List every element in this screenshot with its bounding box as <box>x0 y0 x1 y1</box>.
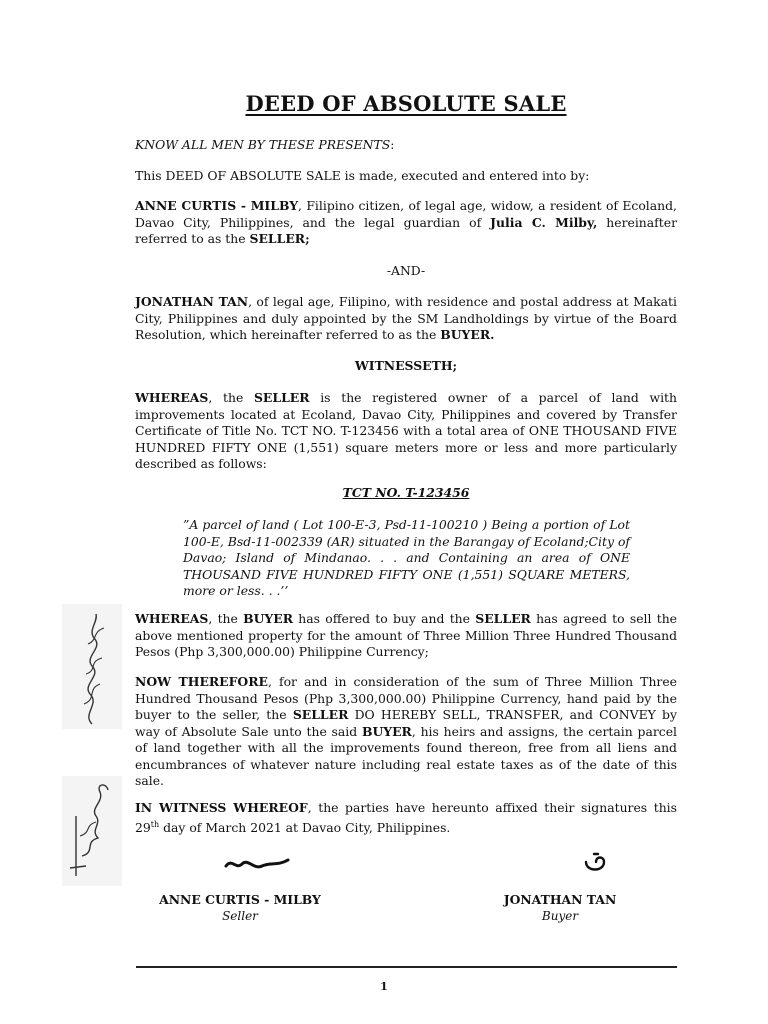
now-therefore-paragraph <box>135 674 677 790</box>
seller-role: SELLER; <box>249 231 310 246</box>
now-therefore-text-3: , his heirs and assigns, the certain parcel of land together with all the improvements found thereon, free from all liens and encumbrances of whatever nature including real estate taxes as of the date of this sale. <box>135 723 677 788</box>
in-witness-text-2: day of March 2021 at Davao City, Philippines. <box>159 819 451 835</box>
buyer-name: JONATHAN TAN <box>135 294 249 309</box>
buyer-signature <box>580 852 610 878</box>
whereas-text-1: , the <box>208 390 254 405</box>
now-therefore-text-2: DO HEREBY SELL, TRANSFER, and CONVEY by way of Absolute Sale unto the said <box>135 707 677 739</box>
buyer-signatory-name: JONATHAN TAN <box>503 892 617 907</box>
seller-text-1: , Filipino citizen, of legal age, widow, a resident of Ecoland, Davao City, Philippines, and the legal guardian of <box>135 198 677 230</box>
whereas2-text-2: has offered to buy and the <box>293 611 476 626</box>
seller-text-2: hereinafter referred to as the <box>135 214 677 246</box>
seller-paragraph <box>135 198 677 248</box>
land-description-quote: ”A parcel of land ( Lot 100-E-3, Psd-11-100210 ) Being a portion of Lot 100-E, Bsd-11-002339 (AR) situated in the Barangay of Ecoland;City of Davao; Island of Mindanao. . . and Containing an area of ONE THOUSAND FIVE HUNDRED FIFTY ONE (1,551) SQUARE METERS, more or less. . .’’ <box>183 517 630 598</box>
margin-initials-top <box>62 604 122 729</box>
now-therefore-buyer: BUYER <box>361 723 412 739</box>
in-witness-paragraph <box>135 800 677 836</box>
now-therefore-seller: SELLER <box>292 707 349 722</box>
buyer-text: , of legal age, Filipino, with residence and postal address at Makati City, Philippines and duly appointed by the SM Landholdings by virtue of the Board Resolution, which hereinafter referred to as the <box>135 294 677 342</box>
whereas-seller: SELLER <box>253 390 310 405</box>
opening-phrase <box>135 137 677 154</box>
document-title: DEED OF ABSOLUTE SALE <box>245 91 567 116</box>
in-witness-lead: IN WITNESS WHEREOF <box>135 800 308 815</box>
whereas-text-2: is the registered owner of a parcel of land with improvements located at Ecoland, Davao City, Philippines and covered by Transfer Certificate of Title No. TCT NO. T-123456 with a total area of ONE THOUSAND FIVE HUNDRED FIFTY ONE (1,551) square meters more or less and more particularly described as follows: <box>135 390 677 471</box>
whereas-ownership-paragraph <box>135 390 677 473</box>
tct-heading: TCT NO. T-123456 <box>342 485 470 500</box>
whereas2-text-3: has agreed to sell the above mentioned property for the amount of Three Million Three Hundred Thousand Pesos (Php 3,300,000.00) Philippine Currency; <box>135 611 678 659</box>
intro-paragraph: This DEED OF ABSOLUTE SALE is made, executed and entered into by: <box>135 168 590 183</box>
buyer-role: BUYER. <box>440 327 495 342</box>
whereas-offer-paragraph <box>135 611 677 661</box>
seller-name: ANNE CURTIS - MILBY <box>135 198 299 213</box>
page-number: 1 <box>380 980 388 993</box>
buyer-paragraph <box>135 294 677 344</box>
witnesseth-heading: WITNESSETH; <box>354 358 458 373</box>
seller-signatory-role: Seller <box>222 909 258 923</box>
and-separator: -AND- <box>386 263 426 278</box>
now-therefore-lead: NOW THEREFORE <box>135 674 268 689</box>
margin-initials-bottom <box>62 776 122 886</box>
whereas-lead: WHEREAS <box>135 390 209 405</box>
whereas2-seller: SELLER <box>475 611 531 626</box>
now-therefore-text-1: , for and in consideration of the sum of Three Million Three Hundred Thousand Pesos (Php 3,300,000.00) Philippine Currency, hand paid by the buyer to the seller, the <box>135 674 678 722</box>
seller-signature <box>222 852 292 874</box>
whereas2-lead: WHEREAS <box>135 611 209 626</box>
seller-signatory-name: ANNE CURTIS - MILBY <box>159 892 321 907</box>
opening-phrase-colon: : <box>390 137 395 152</box>
buyer-signatory-role: Buyer <box>541 909 579 923</box>
footer-divider <box>136 966 677 968</box>
in-witness-text-1: , the parties have hereunto affixed their signatures this 29 <box>135 800 677 835</box>
date-ordinal-suffix: th <box>150 819 160 829</box>
whereas2-text-1: , the <box>208 611 244 626</box>
ward-name: Julia C. Milby, <box>490 214 598 230</box>
whereas2-buyer: BUYER <box>243 611 293 626</box>
opening-phrase-text: KNOW ALL MEN BY THESE PRESENTS <box>135 137 391 152</box>
